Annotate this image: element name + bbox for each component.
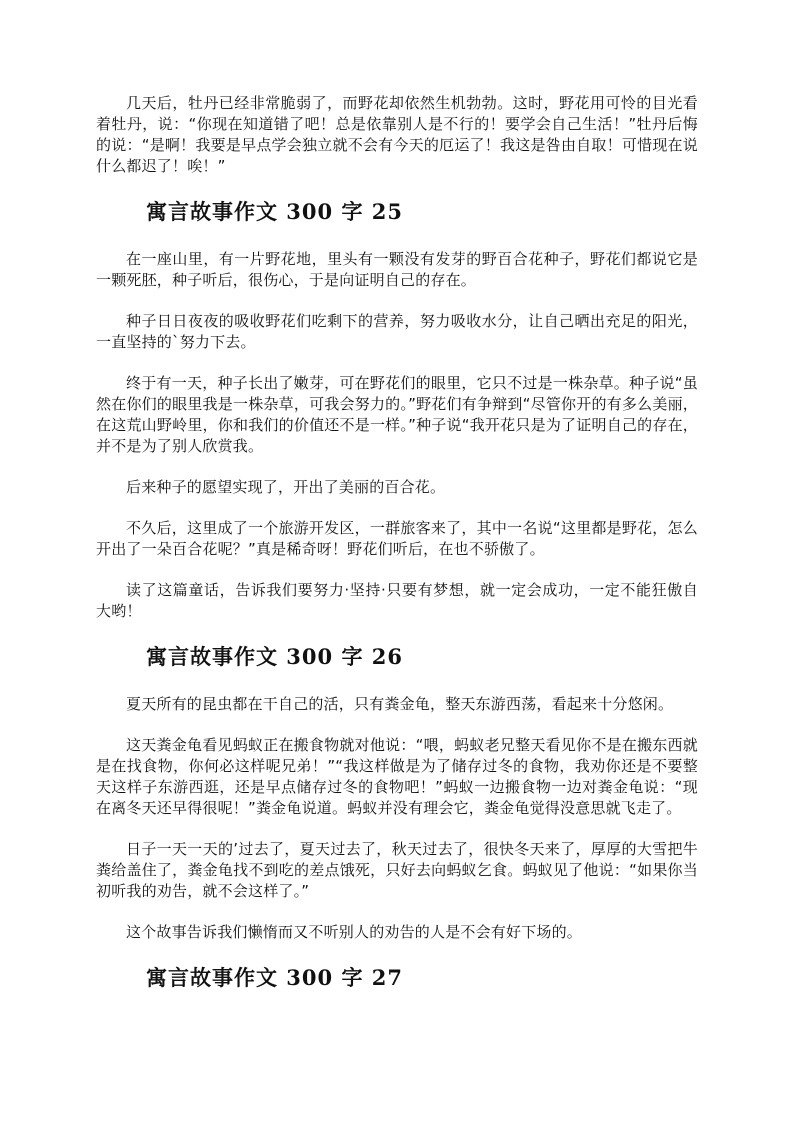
section-heading: 寓言故事作文 300 字 26 [146,644,403,669]
paragraph: 这天粪金龟看见蚂蚁正在搬食物就对他说：“喂，蚂蚁老兄整天看见你不是在搬东西就是在找食物，你何必这样呢兄弟！”“我这样做是为了储存过冬的食物，我劝你还是不要整天这样子东游西逛，还是早点储存过冬的食物吧！”蚂蚁一边搬食物一边对粪金龟说：“现在离冬天还早得很呢！”粪金龟说道。蚂蚁并没有理会它，粪金龟觉得没意思就飞走了。 [96,736,698,817]
paragraph: 不久后，这里成了一个旅游开发区，一群旅客来了，其中一名说“这里都是野花，怎么开出了一朵百合花呢？”真是稀奇呀！野花们听后，在也不骄傲了。 [96,519,698,558]
paragraph: 后来种子的愿望实现了，开出了美丽的百合花。 [126,478,446,496]
paragraph: 日子一天一天的’过去了，夏天过去了，秋天过去了，很快冬天来了，厚厚的大雪把牛粪给盖住了，粪金龟找不到吃的差点饿死，只好去向蚂蚁乞食。蚂蚁见了他说：“如果你当初听我的劝告，就不会这样了。” [96,840,698,900]
paragraph: 几天后，牡丹已经非常脆弱了，而野花却依然生机勃勃。这时，野花用可怜的目光看着牡丹，说：“你现在知道错了吧！总是依靠别人是不行的！要学会自己生活！”牡丹后悔的说：“是啊！我要是早点学会独立就不会有今天的厄运了！我这是咎由自取！可惜现在说什么都迟了！唉！” [96,94,698,175]
section-heading: 寓言故事作文 300 字 27 [146,965,403,990]
paragraph: 种子日日夜夜的吸收野花们吃剩下的营养，努力吸收水分，让自己晒出充足的阳光，一直坚持的`努力下去。 [96,312,698,351]
paragraph: 这个故事告诉我们懒惰而又不听别人的劝告的人是不会有好下场的。 [126,923,583,941]
paragraph: 读了这篇童话，告诉我们要努力·坚持·只要有梦想，就一定会成功，一定不能狂傲自大哟！ [96,581,698,620]
document-body [96,93,698,1015]
paragraph: 终于有一天，种子长出了嫩芽，可在野花们的眼里，它只不过是一株杂草。种子说“虽然在你们的眼里我是一株杂草，可我会努力的。”野花们有争辩到“尽管你开的有多么美丽，在这荒山野岭里，你和我们的价值还不是一样。”种子说“我开花只是为了证明自己的存在，并不是为了别人欣赏我。 [96,374,698,455]
paragraph: 在一座山里，有一片野花地，里头有一颗没有发芽的野百合花种子，野花们都说它是一颗死胚，种子听后，很伤心，于是向证明自己的存在。 [96,250,698,289]
section-heading: 寓言故事作文 300 字 25 [146,199,403,224]
paragraph: 夏天所有的昆虫都在干自己的活，只有粪金龟，整天东游西荡，看起来十分悠闲。 [126,695,674,713]
